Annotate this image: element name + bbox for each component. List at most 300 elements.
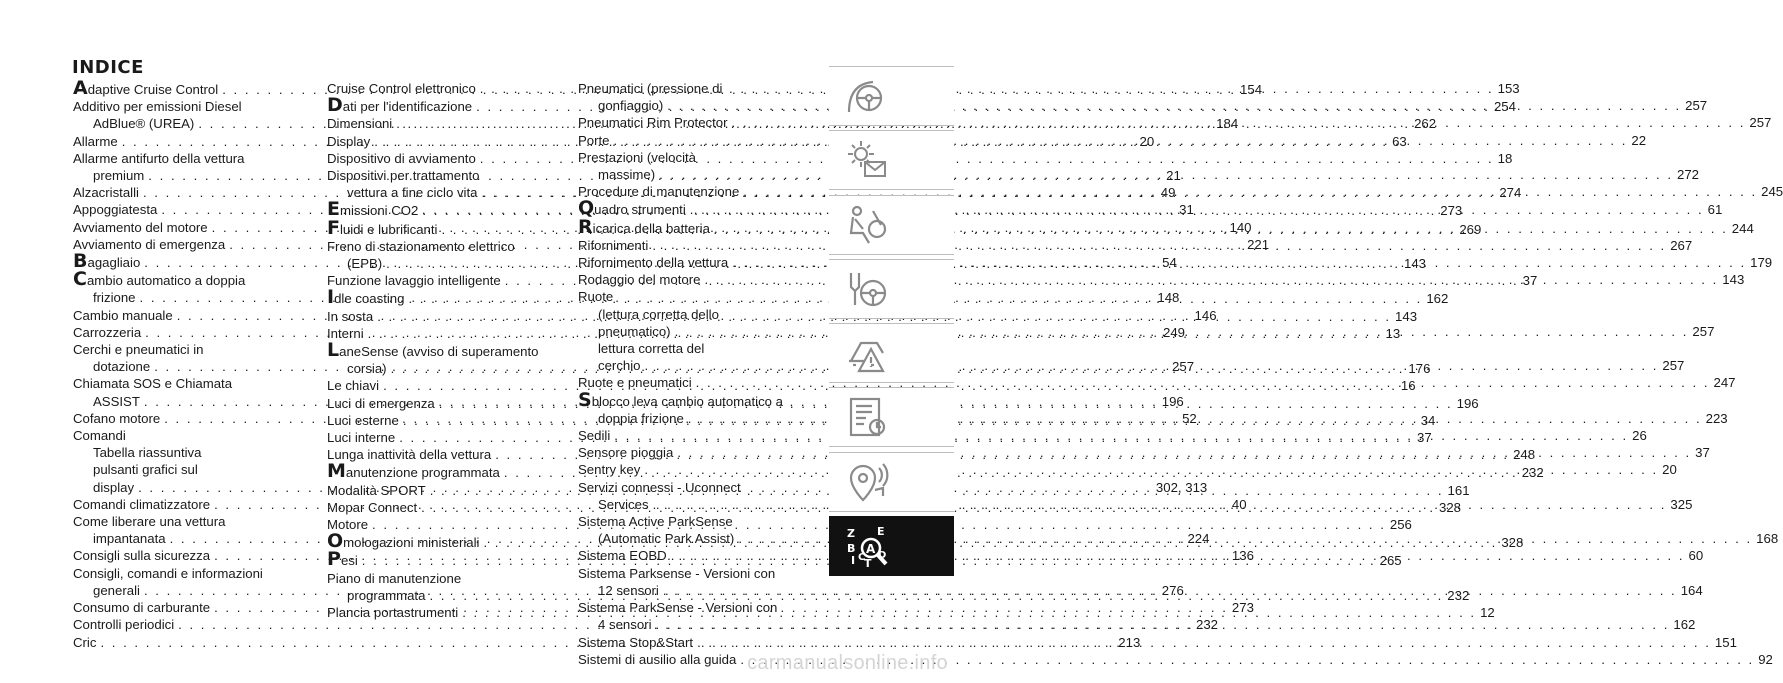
entry-text	[578, 197, 686, 220]
entry-label: Motore	[327, 517, 369, 533]
page-number[interactable]: 49	[1160, 185, 1176, 201]
tab-multimedia[interactable]	[829, 452, 954, 512]
index-letter: Z	[847, 527, 855, 541]
page-number[interactable]: 31	[1179, 202, 1194, 218]
entry-label: Come liberare una vettura	[73, 514, 226, 530]
entry-label: (Automatic Park Assist)	[598, 531, 735, 547]
dot-leader	[663, 97, 1681, 114]
entry-label: AdBlue® (UREA)	[93, 116, 195, 132]
entry-label: Le chiavi	[327, 378, 380, 394]
page-number[interactable]: 267	[1670, 237, 1693, 253]
entry-label: Cruise Control elettronico	[327, 81, 476, 96]
entry-text	[327, 198, 419, 221]
index-letter: T	[864, 557, 872, 571]
entry-text	[347, 587, 425, 604]
page-number[interactable]: 18	[1497, 150, 1513, 166]
entry-label: massime)	[598, 167, 656, 183]
entry-label: Luci di emergenza	[327, 395, 435, 411]
page-number[interactable]: 257	[1692, 323, 1715, 339]
page-number[interactable]: 168	[1756, 531, 1779, 547]
dot-leader	[641, 357, 1659, 374]
tab-maintenance[interactable]	[829, 387, 954, 447]
entry-label: Pneumatici (pressione di	[578, 81, 723, 96]
entry-label: Rodaggio del motore	[578, 272, 701, 288]
entry-text	[327, 238, 515, 255]
entry-label: Consigli, comandi e informazioni	[73, 565, 263, 581]
entry-text	[598, 530, 734, 547]
entry-text	[93, 479, 134, 496]
entry-text	[598, 340, 704, 357]
entry-label: Allarme antifurto della vettura	[73, 150, 245, 166]
chapter-tabs	[829, 66, 960, 580]
page-number[interactable]: 162	[1673, 617, 1696, 633]
entry-text	[578, 461, 640, 478]
entry-text	[327, 429, 395, 446]
entry-label: Luci esterne	[327, 412, 399, 428]
entry-text	[578, 374, 692, 391]
dashboard-steering-icon	[845, 74, 889, 118]
index-entry-line	[578, 306, 809, 323]
entry-text	[73, 616, 174, 633]
entry-label: display	[93, 479, 135, 495]
entry-text	[73, 513, 225, 530]
page-number[interactable]: 232	[1447, 587, 1470, 603]
entry-text	[578, 215, 710, 238]
page-number[interactable]: 328	[1439, 499, 1462, 515]
page-number[interactable]: 52	[1182, 410, 1197, 426]
entry-label: Cofano motore	[73, 410, 161, 426]
entry-label: agagliaio	[87, 255, 141, 271]
entry-text	[578, 547, 667, 564]
page-number[interactable]: 162	[1426, 291, 1449, 307]
entry-label: Funzione lavaggio intelligente	[327, 273, 501, 289]
entry-label: ambio automatico a doppia	[86, 273, 246, 289]
index-letter: B	[847, 542, 856, 556]
page-number[interactable]: 34	[1420, 412, 1436, 428]
page-number[interactable]: 247	[1713, 375, 1736, 391]
entry-text	[598, 496, 649, 513]
page-number[interactable]: 143	[1722, 272, 1745, 288]
entry-text	[327, 548, 358, 571]
entry-label: aneSense (avviso di superamento	[339, 344, 539, 360]
entry-label: Sistema Parksense - Versioni con	[578, 565, 776, 581]
entry-label: anutenzione programmata	[345, 465, 500, 481]
page-number[interactable]: 257	[1685, 98, 1708, 114]
page-number[interactable]: 143	[1404, 256, 1427, 272]
section-initial: Q	[578, 197, 595, 220]
section-initial: D	[327, 94, 343, 117]
entry-text	[578, 80, 722, 97]
entry-label: ati per l'identificazione	[342, 99, 473, 115]
entry-text	[73, 547, 210, 564]
page-number[interactable]: 60	[1688, 548, 1704, 564]
entry-text	[73, 496, 210, 513]
page-number[interactable]: 224	[1187, 531, 1210, 547]
page-number[interactable]: 37	[1695, 445, 1710, 461]
entry-label: frizione	[93, 290, 136, 306]
entry-label: Avviamento del motore	[73, 219, 208, 235]
entry-label: Additivo per emissioni Diesel	[73, 99, 242, 115]
entry-label: Comandi	[73, 428, 126, 444]
entry-label: generali	[93, 582, 140, 598]
index-entry-line	[578, 479, 809, 496]
entry-label: Ruote	[578, 289, 614, 305]
index-entry-line	[73, 150, 300, 167]
page-number[interactable]: 37	[1522, 273, 1538, 289]
index-entry-line	[327, 570, 561, 587]
entry-text	[578, 427, 610, 444]
entry-label: Servizi connessi - Uconnect	[578, 479, 741, 495]
entry-text	[327, 412, 399, 429]
multimedia-connectivity-icon	[845, 460, 889, 504]
entry-label: Tabella riassuntiva	[93, 445, 202, 461]
entry-text	[93, 530, 166, 547]
entry-label: In sosta	[327, 308, 374, 324]
section-initial: L	[327, 339, 340, 362]
page-number[interactable]: 328	[1501, 535, 1524, 551]
entry-label: Sedili	[578, 428, 611, 444]
entry-label: mologazioni ministeriali	[343, 535, 480, 551]
entry-text	[578, 388, 784, 411]
page-number[interactable]: 179	[1750, 255, 1773, 271]
page-number[interactable]: 146	[1194, 307, 1217, 323]
entry-text	[73, 184, 139, 201]
entry-label: luidi e lubrificanti	[339, 221, 438, 237]
entry-label: Cric	[73, 634, 97, 650]
entry-text	[327, 604, 458, 621]
entry-text	[73, 133, 118, 150]
page-number[interactable]: 273	[1440, 203, 1463, 219]
index-entry-line	[73, 461, 300, 478]
page-number[interactable]: 136	[1231, 548, 1254, 564]
dot-leader	[640, 461, 1658, 478]
page-number[interactable]: 21	[1166, 168, 1181, 184]
entry-label: (lettura corretta dello	[598, 306, 719, 322]
entry-text	[93, 444, 202, 461]
entry-label: blocco leva cambio automatico a	[591, 393, 784, 409]
entry-label: Piano di manutenzione	[327, 570, 462, 586]
entry-label: (EPB)	[347, 256, 383, 272]
page-number[interactable]: 254	[1493, 99, 1516, 115]
index-entry-line	[578, 149, 809, 166]
page-number[interactable]: 26	[1632, 428, 1647, 444]
page-number[interactable]: 140	[1229, 219, 1252, 235]
entry-text	[598, 582, 659, 599]
page-number[interactable]: 213	[1118, 634, 1141, 650]
entry-text	[327, 286, 405, 309]
index-entry-line	[73, 565, 300, 582]
entry-text	[347, 360, 387, 377]
page-number[interactable]: 245	[1761, 184, 1783, 200]
page-number[interactable]: 274	[1499, 185, 1522, 201]
maintenance-steering-icon	[845, 267, 889, 311]
page-number[interactable]: 148	[1157, 290, 1180, 306]
tab-starting-driving[interactable]	[829, 259, 954, 319]
index-entry-line	[578, 599, 809, 616]
page-number[interactable]: 92	[1758, 651, 1773, 667]
index-entry-line	[327, 339, 561, 362]
entry-text	[598, 410, 684, 427]
entry-label: Prestazioni (velocità	[578, 149, 697, 165]
page-number[interactable]: 249	[1163, 324, 1186, 340]
entry-label: 4 sensori	[598, 617, 652, 633]
entry-label: Modalità SPORT	[327, 482, 426, 498]
section-initial: E	[327, 198, 340, 221]
entry-label: Comandi climatizzatore	[73, 496, 211, 512]
entry-text	[327, 80, 476, 97]
index-entry-line	[73, 375, 300, 392]
entry-text	[327, 115, 392, 132]
page-number[interactable]: 37	[1417, 430, 1432, 446]
page-number[interactable]: 223	[1705, 410, 1728, 426]
entry-label: Ruote e pneumatici	[578, 375, 692, 391]
entry-text	[93, 461, 198, 478]
entry-label: Sistema Active ParkSense	[578, 514, 733, 530]
section-initial: C	[73, 268, 87, 291]
index-entry-line	[73, 268, 300, 291]
entry-label: Cerchi e pneumatici in	[73, 342, 204, 358]
lights-warning-icon	[845, 138, 889, 182]
dot-leader	[649, 496, 1667, 513]
page-number[interactable]: 269	[1459, 221, 1482, 237]
entry-text	[327, 530, 480, 553]
page-number[interactable]: 262	[1414, 116, 1437, 132]
page-number[interactable]: 164	[1680, 582, 1703, 598]
page-number[interactable]: 272	[1677, 167, 1700, 183]
entry-label: Display	[327, 133, 371, 149]
page-number[interactable]: 153	[1497, 81, 1520, 96]
dot-leader	[659, 582, 1677, 599]
entry-text	[93, 289, 136, 306]
entry-label: Consumo di carburante	[73, 600, 211, 616]
tab-safety[interactable]	[829, 195, 954, 255]
dot-leader	[673, 444, 1691, 461]
entry-label: Consigli sulla sicurezza	[73, 548, 211, 564]
entry-text	[93, 167, 144, 184]
entry-text	[578, 651, 736, 668]
page-number[interactable]: 20	[1139, 133, 1155, 149]
page-number[interactable]: 63	[1392, 133, 1407, 149]
entry-text	[578, 634, 693, 651]
entry-text	[327, 150, 476, 167]
section-initial: R	[578, 215, 593, 238]
tab-dashboard[interactable]	[829, 66, 954, 126]
page-number[interactable]: 248	[1513, 447, 1536, 463]
page-number[interactable]: 276	[1161, 582, 1184, 598]
page-number[interactable]: 232	[1521, 465, 1544, 481]
entry-label: doppia frizione	[598, 410, 684, 426]
page-number[interactable]: 273	[1231, 600, 1254, 616]
entry-text	[73, 201, 157, 218]
entry-text	[93, 582, 140, 599]
entry-label: Controlli periodici	[73, 617, 175, 633]
entry-text	[578, 271, 700, 288]
entry-label: Allarme	[73, 133, 118, 149]
index-entry-line	[578, 565, 809, 582]
index-entry-line	[73, 513, 300, 530]
dot-leader	[648, 237, 1666, 254]
entry-label: pulsanti grafici sul	[93, 462, 198, 478]
dot-leader	[667, 547, 1685, 564]
entry-label: Lunga inattività della vettura	[327, 447, 492, 463]
page-number[interactable]: 265	[1379, 553, 1402, 569]
entry-label: pneumatico)	[598, 323, 671, 339]
section-initial: B	[73, 250, 88, 273]
entry-label: impantanata	[93, 531, 166, 547]
entry-text	[73, 410, 160, 427]
entry-label: Appoggiatesta	[73, 202, 158, 218]
page-number[interactable]: 13	[1385, 325, 1401, 341]
entry-text	[93, 115, 194, 132]
entry-text	[578, 513, 733, 530]
entry-label: Dispositivo di avviamento	[327, 150, 476, 166]
entry-text	[327, 272, 501, 289]
entry-text	[327, 339, 539, 362]
entry-label: lettura corretta del	[598, 341, 705, 357]
page-number[interactable]: 20	[1662, 462, 1677, 478]
page-number[interactable]: 257	[1172, 359, 1195, 375]
page-number[interactable]: 22	[1631, 132, 1647, 148]
page-number[interactable]: 302, 313	[1155, 479, 1208, 495]
entry-label: cerchio	[598, 358, 641, 374]
entry-text	[578, 237, 648, 254]
alphabetical-index-icon	[845, 524, 889, 571]
index-entry-line	[73, 427, 300, 444]
page-number[interactable]: 154	[1240, 82, 1263, 97]
index-entry-line	[578, 513, 809, 530]
entry-label: Services	[598, 496, 649, 512]
section-initial: A	[73, 77, 88, 99]
dot-leader	[652, 616, 1670, 633]
page-number[interactable]: 325	[1670, 496, 1693, 512]
entry-label: esi	[340, 553, 358, 569]
page-number[interactable]: 196	[1161, 393, 1184, 409]
index-entry-line	[578, 80, 809, 97]
entry-label: Alzacristalli	[73, 185, 139, 201]
page-number[interactable]: 221	[1247, 236, 1270, 252]
entry-label: Sistemi di ausilio alla guida	[578, 651, 737, 667]
entry-text	[598, 166, 655, 183]
entry-label: Sistema Stop&Start	[578, 634, 694, 650]
entry-text	[327, 395, 435, 412]
entry-text	[578, 565, 775, 582]
page-number[interactable]: 244	[1731, 220, 1754, 236]
entry-text	[578, 149, 696, 166]
entry-text	[73, 77, 219, 99]
section-initial: S	[578, 388, 592, 411]
page-number[interactable]: 256	[1389, 517, 1412, 533]
entry-label: daptive Cruise Control	[87, 82, 219, 97]
tab-emergency[interactable]	[829, 323, 954, 383]
index-entry-line	[578, 340, 809, 357]
entry-label: Plancia portastrumenti	[327, 605, 459, 621]
entry-text	[93, 393, 140, 410]
entry-text	[73, 236, 225, 253]
page-number[interactable]: 143	[1395, 308, 1418, 324]
entry-text	[347, 184, 477, 201]
entry-label: Carrozzeria	[73, 324, 142, 340]
index-letter: D	[878, 550, 887, 562]
seat-airbag-icon	[845, 203, 889, 247]
entry-text	[327, 446, 491, 463]
page-number[interactable]: 196	[1456, 395, 1479, 411]
page-number[interactable]: 12	[1480, 605, 1495, 621]
index-title: INDICE	[72, 57, 144, 78]
page-number[interactable]: 161	[1447, 482, 1470, 498]
entry-label: gonfiaggio)	[598, 98, 664, 114]
entry-text	[327, 499, 417, 516]
entry-label: Freno di stazionamento elettrico	[327, 238, 515, 254]
entry-label: missioni CO2	[339, 203, 419, 219]
entry-text	[598, 357, 641, 374]
page-number[interactable]: 16	[1400, 378, 1416, 394]
index-entry-line	[578, 288, 809, 305]
entry-text	[327, 482, 426, 499]
entry-label: Sistema ParkSense - Versioni con	[578, 600, 778, 616]
dot-leader	[610, 427, 1628, 444]
entry-text	[73, 150, 245, 167]
entry-label: icarica della batteria	[592, 220, 710, 236]
entry-text	[578, 254, 728, 271]
dot-leader	[655, 166, 1673, 183]
entry-label: 12 sensori	[598, 582, 659, 598]
section-initial: F	[327, 216, 340, 239]
page-number[interactable]: 61	[1707, 202, 1723, 218]
page-number[interactable]: 257	[1662, 358, 1685, 374]
entry-text	[327, 308, 373, 325]
entry-text	[327, 216, 438, 239]
tab-lights-warnings[interactable]	[829, 130, 954, 190]
entry-label: Procedure di manutenzione	[578, 184, 740, 200]
page-number[interactable]: 176	[1408, 361, 1431, 377]
entry-label: Rifornimento della vettura	[578, 255, 729, 271]
entry-text	[578, 479, 741, 496]
entry-label: dotazione	[93, 359, 151, 375]
dot-leader	[671, 323, 1689, 340]
index-entry-line	[327, 167, 561, 184]
page-number[interactable]: 40	[1231, 496, 1247, 512]
entry-label: dle coasting	[334, 291, 405, 307]
index-entry-line	[327, 238, 561, 255]
index-entry-line	[73, 341, 300, 358]
tab-alphabetical-index[interactable]	[829, 516, 954, 576]
entry-label: Porte	[578, 132, 610, 148]
entry-text	[327, 94, 473, 117]
entry-label: Rifornimenti	[578, 237, 649, 253]
entry-label: corsia)	[347, 361, 387, 377]
entry-text	[73, 341, 203, 358]
entry-text	[73, 98, 242, 115]
page-number[interactable]: 54	[1162, 255, 1177, 271]
entry-text	[73, 427, 126, 444]
dot-leader	[693, 634, 1711, 651]
specifications-list-icon	[845, 395, 889, 439]
entry-text	[73, 219, 208, 236]
index-entry-line	[73, 98, 300, 115]
entry-label: premium	[93, 168, 145, 184]
entry-text	[578, 288, 613, 305]
page-number[interactable]: 151	[1714, 634, 1737, 650]
entry-label: Dimensioni	[327, 116, 393, 132]
section-initial: M	[327, 460, 346, 483]
entry-text	[327, 570, 461, 587]
entry-label: vettura a fine ciclo vita	[347, 185, 478, 201]
page-number[interactable]: 184	[1216, 116, 1239, 132]
entry-text	[73, 375, 232, 392]
page-number[interactable]: 232	[1196, 617, 1219, 633]
watermark: carmanualsonline.info	[747, 652, 948, 674]
page-number[interactable]: 257	[1749, 115, 1772, 131]
